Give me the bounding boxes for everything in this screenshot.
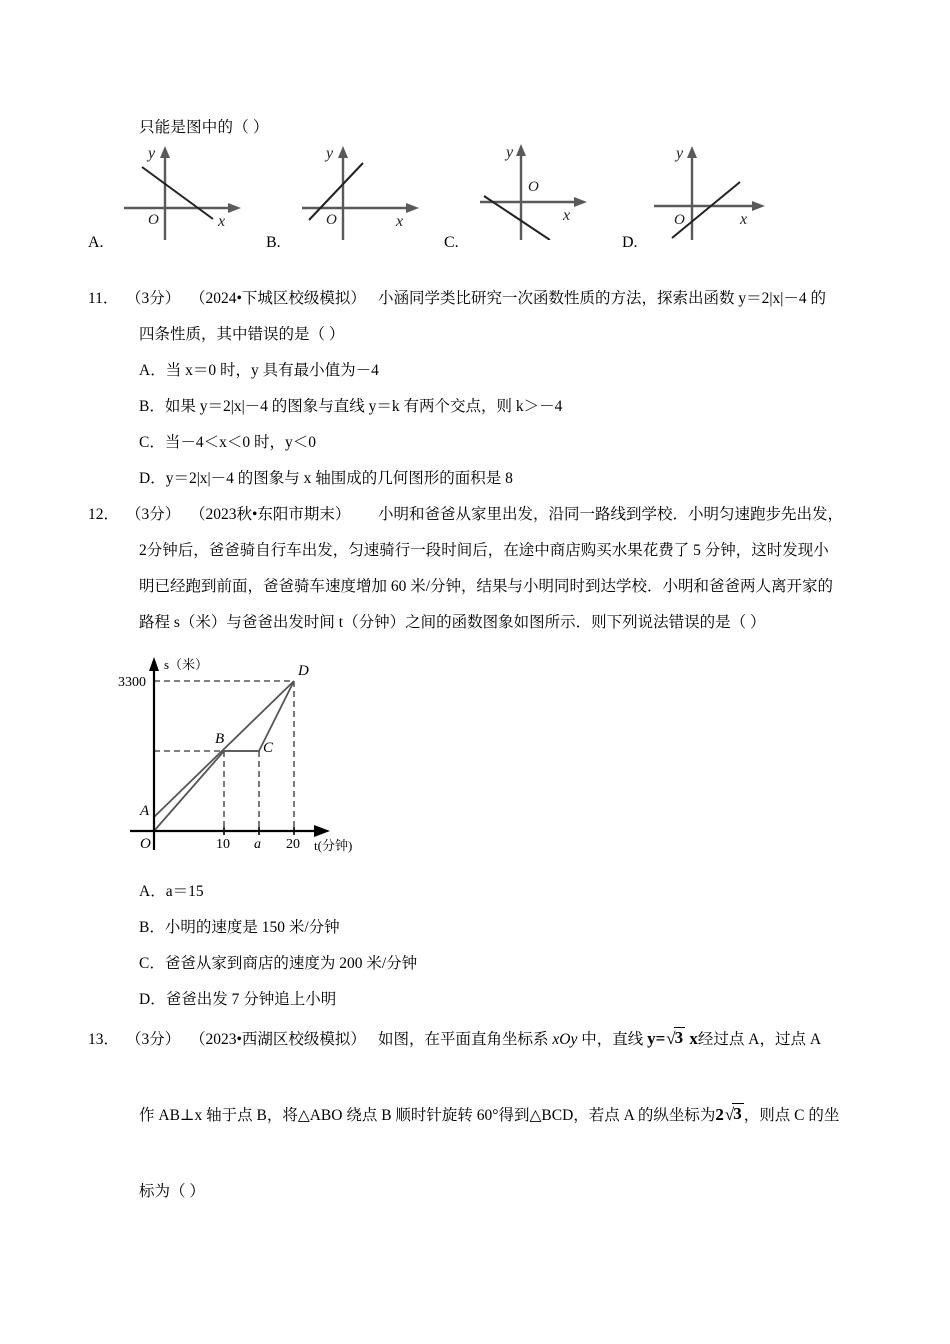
svg-text:O: O bbox=[674, 212, 685, 228]
q13-stem-part3: 经过点 A，过点 A bbox=[697, 1031, 822, 1048]
question-12-stem-line3: 明已经跑到前面，爸爸骑车速度增加 60 米/分钟，结果与小明同时到达学校．小明和爸爸两人离开家的 bbox=[139, 578, 834, 595]
question-12-option-c[interactable]: C．爸爸从家到商店的速度为 200 米/分钟 bbox=[139, 955, 418, 972]
question-12-option-b[interactable]: B．小明的速度是 150 米/分钟 bbox=[139, 919, 340, 936]
q13-eq-prefix: y= bbox=[647, 1029, 666, 1048]
svg-text:y: y bbox=[506, 144, 514, 161]
figure-x-axis-label: t(分钟) bbox=[314, 838, 353, 853]
question-12-option-a[interactable]: A．a＝15 bbox=[139, 883, 204, 900]
q13-stem-part2: 中，直线 bbox=[577, 1031, 648, 1048]
svg-text:O: O bbox=[148, 212, 159, 228]
figure-point-label-a: A bbox=[140, 803, 150, 819]
question-13-source: （2023•西湖区校级模拟） bbox=[190, 1031, 366, 1048]
choice-option-d[interactable] bbox=[622, 140, 797, 252]
figure-x-axis-arrow bbox=[314, 825, 330, 837]
question-11-option-d[interactable]: D．y＝2|x|－4 的图象与 x 轴围成的几何图形的面积是 8 bbox=[139, 470, 513, 487]
choice-letter-d: D. bbox=[622, 234, 638, 251]
question-12-figure bbox=[118, 645, 388, 870]
figure-x-tick-a: a bbox=[254, 837, 261, 852]
svg-text:y: y bbox=[676, 145, 684, 162]
q13-stem-part1: 如图，在平面直角坐标系 bbox=[378, 1031, 553, 1048]
question-12-option-d[interactable]: D．爸爸出发 7 分钟追上小明 bbox=[139, 991, 337, 1008]
question-11-score: （3分） bbox=[126, 290, 181, 307]
choice-letter-a: A. bbox=[88, 234, 104, 251]
svg-text:y: y bbox=[326, 145, 334, 162]
question-13-stem-line2 bbox=[139, 1103, 839, 1125]
svg-text:x: x bbox=[396, 213, 404, 230]
svg-text:x: x bbox=[218, 213, 226, 230]
mini-coordinate-graph-b bbox=[288, 140, 428, 240]
figure-point-label-d: D bbox=[298, 663, 309, 679]
choice-graph-row bbox=[88, 140, 888, 252]
svg-text:x: x bbox=[563, 207, 571, 224]
question-12-stem-line2: 2分钟后，爸爸骑自行车出发，匀速骑行一段时间后，在途中商店购买水果花费了 5 分钟，这时发现小 bbox=[139, 542, 829, 559]
q13-sqrt-icon-2: √3 bbox=[724, 1104, 742, 1124]
question-13-number: 13． bbox=[88, 1031, 120, 1048]
svg-text:x: x bbox=[740, 211, 748, 228]
q13-equation bbox=[647, 1029, 698, 1048]
figure-dashed-guides bbox=[154, 681, 294, 831]
mini-coordinate-graph-d bbox=[644, 140, 784, 240]
figure-x-tick-20: 20 bbox=[286, 837, 300, 852]
q13-eq-suffix: x bbox=[685, 1029, 698, 1048]
question-11-source: （2024•下城区校级模拟） bbox=[190, 290, 366, 307]
choice-letter-c: C. bbox=[444, 234, 459, 251]
q13-line2-part2: ，则点 C 的坐 bbox=[743, 1107, 840, 1124]
choice-letter-b: B. bbox=[266, 234, 281, 251]
q13-line2-part1: 作 AB⊥x 轴于点 B，将△ABO 绕点 B 顺时针旋转 60°得到△BCD，若点 A 的纵坐标为 bbox=[139, 1107, 716, 1124]
q13-coefficient: 2 bbox=[715, 1105, 724, 1124]
figure-point-label-b: B bbox=[215, 731, 225, 747]
question-12-stem-line1: 小明和爸爸从家里出发，沿同一路线到学校．小明匀速跑步先出发， bbox=[378, 506, 844, 523]
q13-value-2sqrt3 bbox=[715, 1105, 743, 1124]
question-12-stem-line4: 路程 s（米）与爸爸出发时间 t（分钟）之间的函数图象如图所示．则下列说法错误的是（ ） bbox=[139, 614, 766, 631]
question-12-number: 12． bbox=[88, 506, 120, 523]
question-11-option-c[interactable]: C．当－4＜x＜0 时，y＜0 bbox=[139, 434, 316, 451]
top-text-fragment: 只能是图中的（ ） bbox=[139, 119, 269, 136]
question-11-number: 11． bbox=[88, 290, 119, 307]
question-12-source: （2023秋•东阳市期末） bbox=[190, 506, 351, 523]
q13-radicand: 3 bbox=[674, 1028, 684, 1047]
figure-point-label-o: O bbox=[140, 836, 151, 852]
mini-coordinate-graph-c bbox=[466, 140, 606, 240]
question-11-stem-line2: 四条性质，其中错误的是（ ） bbox=[139, 326, 345, 343]
choice-option-b[interactable] bbox=[266, 140, 441, 252]
q13-radicand-2: 3 bbox=[733, 1104, 742, 1123]
q13-sqrt-icon: √3 bbox=[666, 1028, 684, 1048]
question-11-option-b[interactable]: B．如果 y＝2|x|－4 的图象与直线 y＝k 有两个交点，则 k＞－4 bbox=[139, 398, 563, 415]
figure-x-tick-10: 10 bbox=[216, 837, 230, 852]
svg-text:y: y bbox=[148, 145, 156, 162]
question-13-score: （3分） bbox=[126, 1031, 181, 1048]
choice-option-a[interactable] bbox=[88, 140, 263, 252]
svg-text:O: O bbox=[326, 212, 337, 228]
question-11-option-a[interactable]: A．当 x＝0 时，y 具有最小值为－4 bbox=[139, 362, 379, 379]
figure-y-axis-label: s（米） bbox=[164, 657, 209, 672]
figure-point-label-c: C bbox=[263, 740, 274, 756]
svg-text:O: O bbox=[528, 179, 539, 195]
question-13-stem-line3: 标为（ ） bbox=[139, 1183, 205, 1200]
question-12-score: （3分） bbox=[126, 506, 181, 523]
choice-option-c[interactable] bbox=[444, 140, 619, 252]
question-11-stem-line1: 小涵同学类比研究一次函数性质的方法，探索出函数 y＝2|x|－4 的 bbox=[378, 290, 826, 307]
mini-coordinate-graph-a bbox=[110, 140, 250, 240]
figure-y-tick-3300: 3300 bbox=[118, 675, 146, 690]
question-13-stem-line1 bbox=[378, 1027, 821, 1049]
figure-y-axis-arrow bbox=[149, 657, 159, 671]
q13-xoy: xOy bbox=[552, 1031, 578, 1048]
